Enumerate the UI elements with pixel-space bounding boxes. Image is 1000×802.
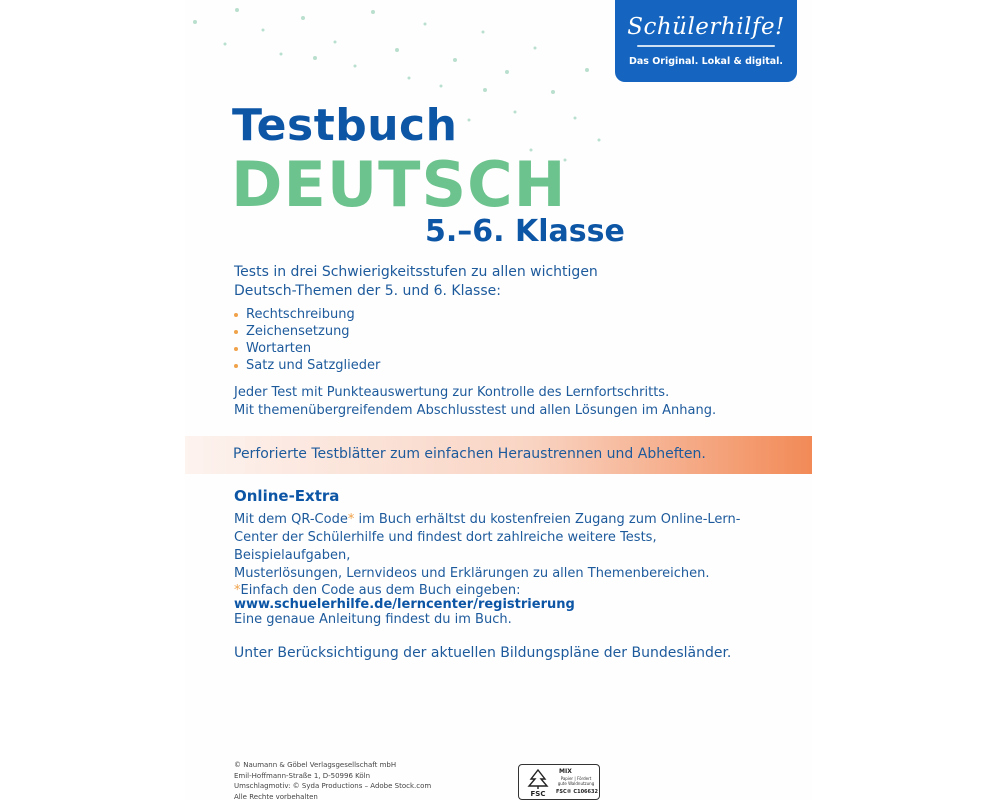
logo-underline	[637, 45, 775, 47]
topic-list	[234, 306, 380, 374]
curriculum-note: Unter Berücksichtigung der aktuellen Bildungspläne der Bundesländer.	[234, 645, 731, 661]
fsc-tree-icon	[523, 767, 553, 797]
online-extra-text	[234, 511, 754, 583]
asterisk-mark: *	[348, 512, 355, 527]
bullet-dot-icon	[234, 330, 238, 334]
description-line: Jeder Test mit Punkteauswertung zur Kontrolle des Lernfortschritts.	[234, 384, 734, 402]
topic-label: Zeichensetzung	[246, 324, 350, 339]
schuelerhilfe-logo	[615, 0, 797, 82]
bullet-dot-icon	[234, 347, 238, 351]
band-text: Perforierte Testblätter zum einfachen Heraustrennen und Abheften.	[233, 446, 706, 462]
imprint-line: Alle Rechte vorbehalten	[234, 792, 431, 802]
logo-tagline: Das Original. Lokal & digital.	[615, 56, 797, 67]
bullet-dot-icon	[234, 313, 238, 317]
code-note: Eine genaue Anleitung findest du im Buch.	[234, 612, 512, 627]
imprint-line: © Naumann & Göbel Verlagsgesellschaft mbH	[234, 760, 431, 771]
description-line: Mit themenübergreifendem Abschlusstest und allen Lösungen im Anhang.	[234, 402, 734, 420]
fsc-code: FSC® C106632	[556, 789, 598, 795]
title-grade: 5.–6. Klasse	[425, 214, 625, 249]
imprint-line: Emil-Hoffmann-Straße 1, D-50996 Köln	[234, 771, 431, 782]
imprint-line: Umschlagmotiv: © Syda Productions – Adobe Stock.com	[234, 781, 431, 792]
title-testbuch: Testbuch	[232, 100, 457, 151]
online-extra-line	[234, 511, 754, 529]
code-instruction	[234, 583, 520, 598]
fsc-mix: MIX	[559, 768, 572, 775]
fsc-subtitle-line: Papier | Fördert	[556, 776, 596, 781]
topic-item	[234, 357, 380, 374]
fsc-subtitle-line: gute Waldnutzung	[556, 781, 596, 786]
intro-text	[234, 263, 654, 301]
fsc-logo-text: FSC	[531, 790, 546, 797]
title-subject: DEUTSCH	[231, 148, 567, 221]
highlight-band	[185, 436, 812, 474]
description	[234, 384, 734, 420]
topic-label: Satz und Satzglieder	[246, 358, 380, 373]
asterisk-mark: *	[234, 583, 241, 598]
fsc-subtitle	[556, 776, 596, 786]
online-extra-line: Center der Schülerhilfe und findest dort zahlreiche weitere Tests, Beispielaufgaben,	[234, 529, 754, 565]
code-instruction-text: Einfach den Code aus dem Buch eingeben:	[241, 583, 521, 598]
logo-wordmark: Schülerhilfe!	[615, 14, 797, 40]
intro-line: Deutsch-Themen der 5. und 6. Klasse:	[234, 282, 654, 301]
topic-item	[234, 323, 380, 340]
fsc-label	[518, 764, 600, 800]
imprint	[234, 760, 431, 802]
topic-item	[234, 306, 380, 323]
topic-label: Rechtschreibung	[246, 307, 355, 322]
online-extra-line-end: im Buch erhältst du kostenfreien Zugang zum Online-Lern-	[354, 512, 740, 527]
online-extra-heading: Online-Extra	[234, 487, 339, 505]
bullet-dot-icon	[234, 364, 238, 368]
online-extra-line-start: Mit dem QR-Code	[234, 512, 348, 527]
intro-line: Tests in drei Schwierigkeitsstufen zu allen wichtigen	[234, 263, 654, 282]
topic-label: Wortarten	[246, 341, 311, 356]
topic-item	[234, 340, 380, 357]
online-extra-line: Musterlösungen, Lernvideos und Erklärungen zu allen Themenbereichen.	[234, 565, 754, 583]
registration-url[interactable]: www.schuelerhilfe.de/lerncenter/registrierung	[234, 597, 575, 612]
